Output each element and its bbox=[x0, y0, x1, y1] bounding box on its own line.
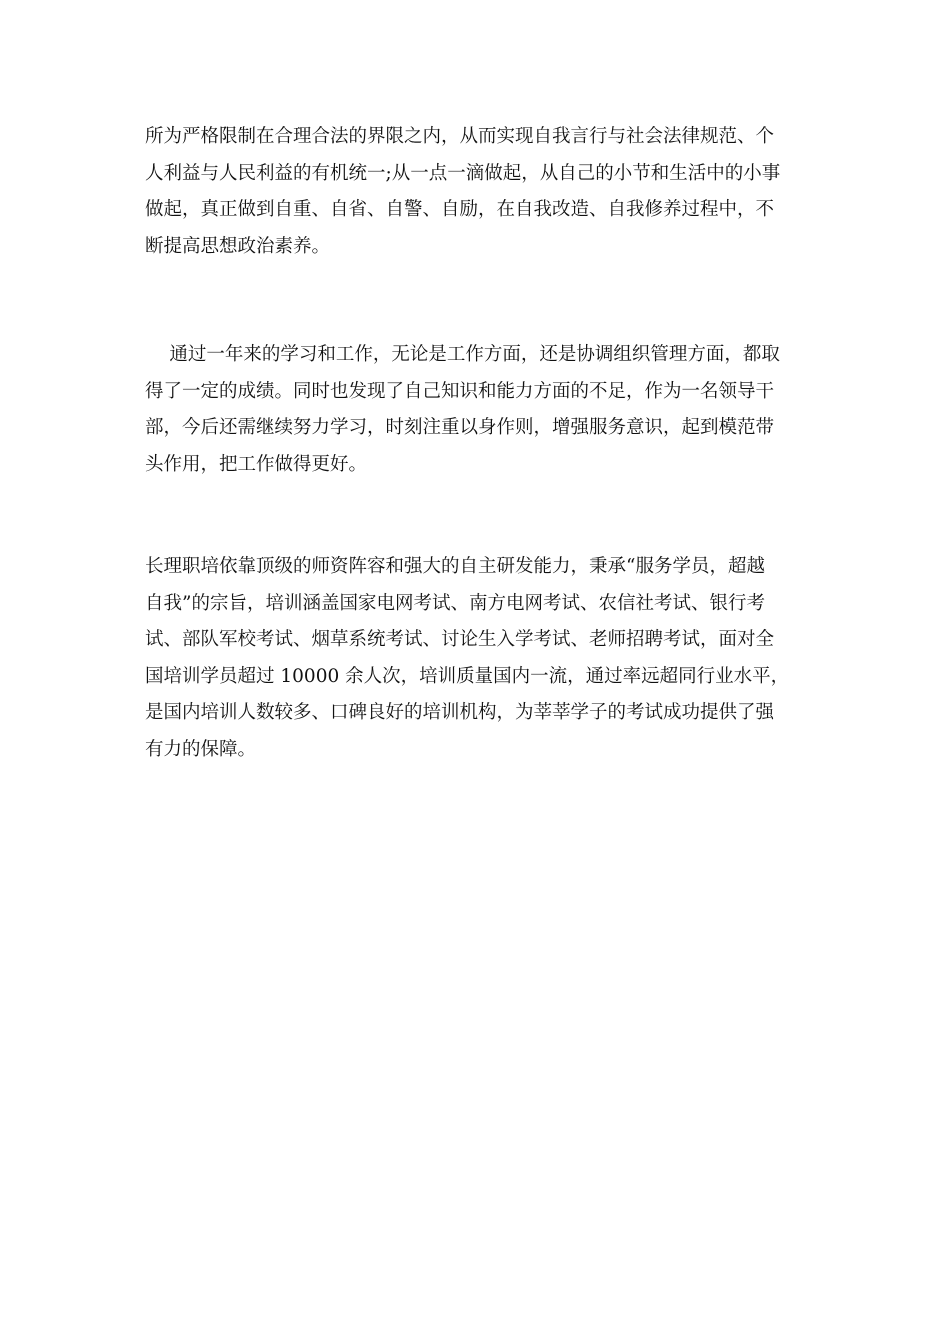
text-line: 所为严格限制在合理合法的界限之内，从而实现自我言行与社会法律规范、个 bbox=[145, 126, 775, 147]
text-line: 试、部队军校考试、烟草系统考试、讨论生入学考试、老师招聘考试，面对全 bbox=[145, 629, 775, 650]
text-line: 得了一定的成绩。同时也发现了自己知识和能力方面的不足，作为一名领导干 bbox=[145, 380, 775, 402]
text-line: 国培训学员超过 10000 余人次，培训质量国内一流，通过率远超同行业水平， bbox=[145, 665, 790, 687]
text-line: 断提高思想政治素养。 bbox=[145, 235, 331, 257]
text-line: 是国内培训人数较多、口碑良好的培训机构，为莘莘学子的考试成功提供了强 bbox=[145, 702, 775, 723]
text-line: 有力的保障。 bbox=[145, 738, 257, 760]
text-line: 人利益与人民利益的有机统一;从一点一滴做起，从自己的小节和生活中的小事 bbox=[145, 162, 781, 184]
paragraph-summary bbox=[145, 337, 810, 483]
text-line: 通过一年来的学习和工作，无论是工作方面，还是协调组织管理方面，都取 bbox=[145, 344, 780, 365]
text-line: 头作用，把工作做得更好。 bbox=[145, 453, 368, 475]
text-line: 部，今后还需继续努力学习，时刻注重以身作则，增强服务意识，起到模范带 bbox=[145, 417, 775, 438]
text-line: 长理职培依靠顶级的师资阵容和强大的自主研发能力，秉承“服务学员，超越 bbox=[145, 556, 765, 577]
text-line: 做起，真正做到自重、自省、自警、自励，在自我改造、自我修养过程中，不 bbox=[145, 199, 775, 220]
text-line: 自我”的宗旨，培训涵盖国家电网考试、南方电网考试、农信社考试、银行考 bbox=[145, 592, 765, 614]
paragraph-self-discipline bbox=[145, 119, 810, 265]
paragraph-advertisement bbox=[145, 549, 810, 768]
